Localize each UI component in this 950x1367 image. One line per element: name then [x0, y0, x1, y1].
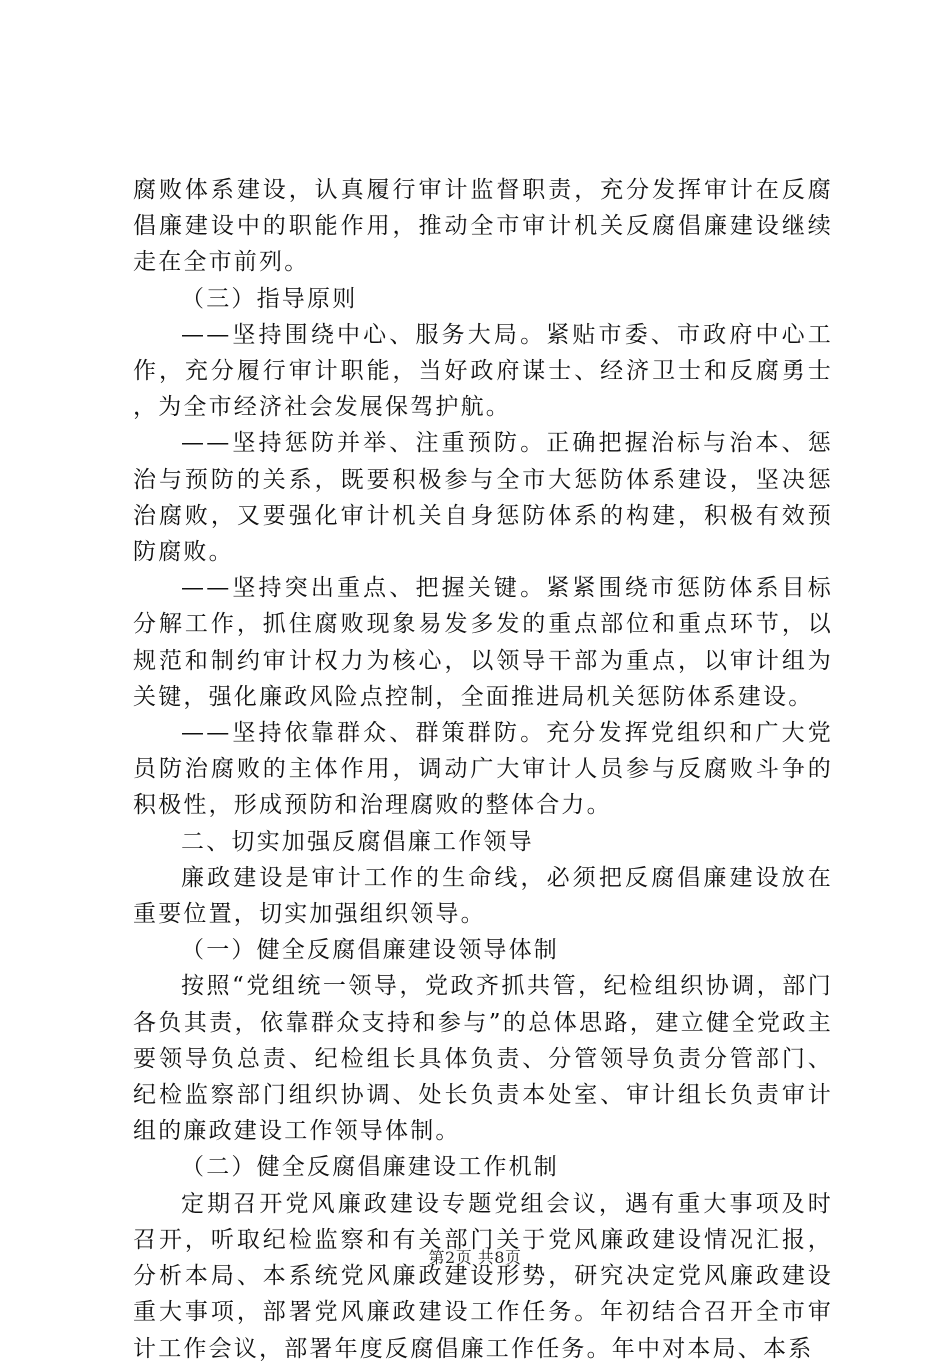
paragraph: （三）指导原则 [181, 285, 358, 312]
paragraph: ——坚持惩防并举、注重预防。正确把握治标与治本、惩治与预防的关系，既要积极参与全市大惩防体系建设，坚决惩治腐败，又要强化审计机关自身惩防体系的构建，积极有效预防腐败。 [133, 430, 833, 566]
subsection-heading: （二）健全反腐倡廉建设工作机制 [181, 1154, 559, 1181]
paragraph: 定期召开党风廉政建设专题党组会议，遇有重大事项及时召开，听取纪检监察和有关部门关于党风廉政建设情况汇报，分析本局、本系统党风廉政建设形势，研究决定党风廉政建设重大事项，部署党风廉政建设工作任务。年初结合召开全市审计工作会议，部署年度反腐倡廉工作任务。年中对本局、本系 [133, 1190, 833, 1362]
paragraph: 按照“党组统一领导，党政齐抓共管，纪检组织协调，部门各负其责，依靠群众支持和参与”的总体思路，建立健全党政主要领导负总责、纪检组长具体负责、分管领导负责分管部门、纪检监察部门组织协调、处长负责本处室、审计组长负责审计组的廉政建设工作领导体制。 [133, 973, 833, 1145]
subsection-heading: （一）健全反腐倡廉建设领导体制 [181, 937, 559, 964]
section-heading: 二、切实加强反腐倡廉工作领导 [181, 828, 534, 855]
page-number-footer: 第2页 共8页 [428, 1248, 522, 1267]
paragraph: 腐败体系建设，认真履行审计监督职责，充分发挥审计在反腐倡廉建设中的职能作用，推动全市审计机关反腐倡廉建设继续走在全市前列。 [133, 177, 833, 276]
paragraph: ——坚持突出重点、把握关键。紧紧围绕市惩防体系目标分解工作，抓住腐败现象易发多发的重点部位和重点环节，以规范和制约审计权力为核心，以领导干部为重点，以审计组为关键，强化廉政风险点控制，全面推进局机关惩防体系建设。 [133, 575, 833, 710]
paragraph: ——坚持围绕中心、服务大局。紧贴市委、市政府中心工作，充分履行审计职能，当好政府谋士、经济卫士和反腐勇士，为全市经济社会发展保驾护航。 [133, 321, 833, 421]
paragraph: ——坚持依靠群众、群策群防。充分发挥党组织和广大党员防治腐败的主体作用，调动广大审计人员参与反腐败斗争的积极性，形成预防和治理腐败的整体合力。 [133, 720, 833, 819]
paragraph: 廉政建设是审计工作的生命线，必须把反腐倡廉建设放在重要位置，切实加强组织领导。 [133, 864, 833, 928]
document-body [133, 172, 833, 1367]
